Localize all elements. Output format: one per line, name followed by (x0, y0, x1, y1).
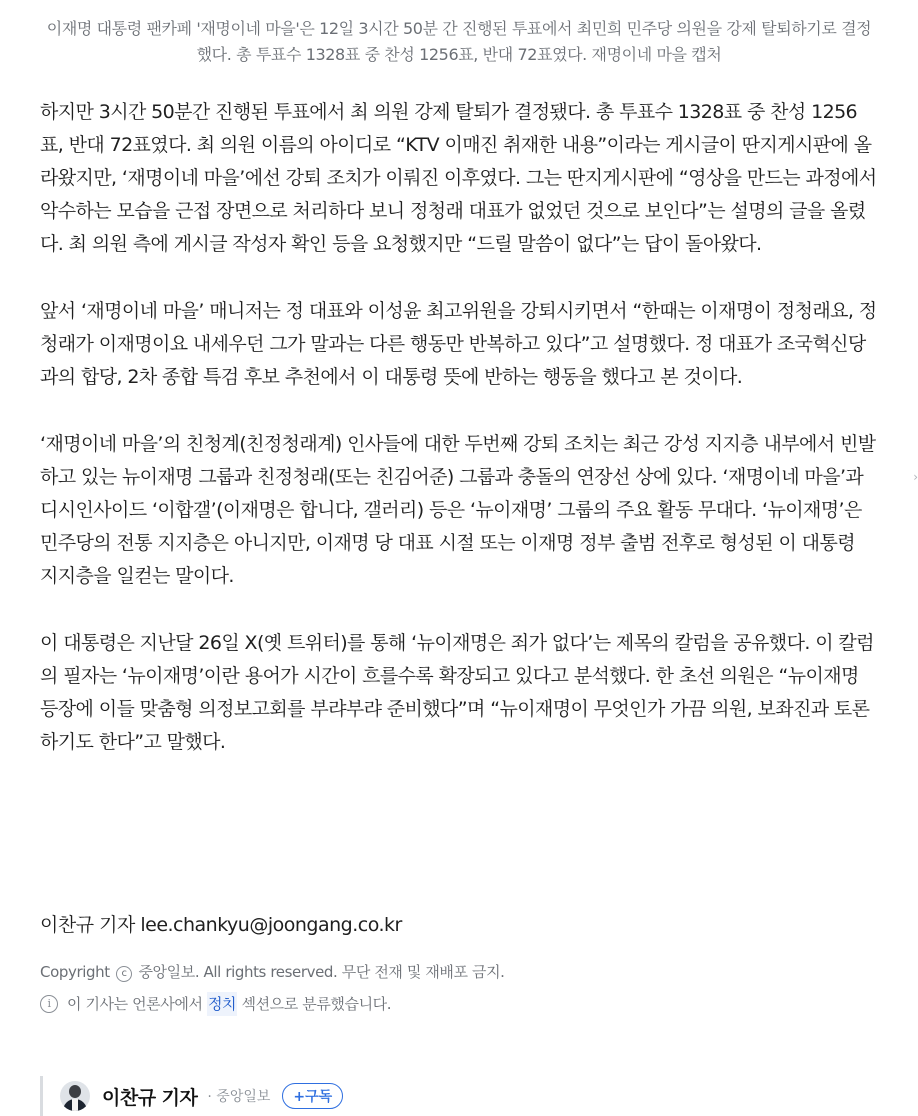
info-icon: i (40, 995, 58, 1013)
author-press: · 중앙일보 (207, 1089, 271, 1105)
photo-caption: 이재명 대통령 팬카페 '재명이네 마을'은 12일 3시간 50분 간 진행된 투표에서 최민희 민주당 의원을 강제 탈퇴하기로 결정했다. 총 투표수 1328표 중 찬성 1256표, 반대 72표였다. 재명이네 마을 캡처 (46, 19, 872, 64)
article-paragraph: 앞서 ‘재명이네 마을’ 매니저는 정 대표와 이성윤 최고위원을 강퇴시키면서 “한때는 이재명이 정청래요, 정청래가 이재명이요 내세우던 그가 말과는 다른 행동만 반복하고 있다”고 설명했다. 정 대표가 조국혁신당과의 합당, 2차 종합 특검 후보 추천에서 이 대통령 뜻에 반하는 행동을 했다고 본 것이다. (40, 300, 877, 388)
copyright-prefix: Copyright (40, 963, 110, 981)
section-link-politics[interactable]: 정치 (207, 992, 237, 1016)
section-note-after: 섹션으로 분류했습니다. (241, 995, 392, 1013)
copyright-icon: c (116, 966, 132, 982)
copyright-text: 중앙일보. All rights reserved. 무단 전재 및 재배포 금지. (138, 963, 505, 981)
copyright-notice (40, 960, 505, 984)
author-card (40, 1076, 343, 1116)
article-paragraph: 하지만 3시간 50분간 진행된 투표에서 최 의원 강제 탈퇴가 결정됐다. 총 투표수 1328표 중 찬성 1256표, 반대 72표였다. 최 의원 이름의 아이디로 “KTV 이매진 취재한 내용”이라는 게시글이 딴지게시판에 올라왔지만, ‘재명이네 마을’에선 강퇴 조치가 이뤄진 이후였다. 그는 딴지게시판에 “영상을 만드는 과정에서 악수하는 모습을 근접 장면으로 처리하다 보니 정청래 대표가 없었던 것으로 보인다”는 설명의 글을 올렸다. 최 의원 측에 게시글 작성자 확인 등을 요청했지만 “드릴 말씀이 없다”는 답이 돌아왔다. (40, 101, 877, 255)
reporter-byline: 이찬규 기자 lee.chankyu@joongang.co.kr (40, 914, 402, 936)
author-name[interactable]: 이찬규 기자 (102, 1086, 198, 1109)
chevron-right-icon: › (913, 470, 918, 484)
article-paragraph: 이 대통령은 지난달 26일 X(옛 트위터)를 통해 ‘뉴이재명은 죄가 없다’는 제목의 칼럼을 공유했다. 이 칼럼의 필자는 ‘뉴이재명’이란 용어가 시간이 흐를수록 확장되고 있다고 분석했다. 한 초선 의원은 “뉴이재명 등장에 이들 맞춤형 의정보고회를 부랴부랴 준비했다”며 “뉴이재명이 무엇인가 가끔 의원, 보좌진과 토론하기도 한다”고 말했다. (40, 632, 874, 753)
section-classification-note (40, 992, 391, 1016)
article-body (40, 96, 878, 793)
avatar[interactable] (60, 1081, 90, 1111)
article-paragraph: ‘재명이네 마을’의 친청계(친정청래계) 인사들에 대한 두번째 강퇴 조치는 최근 강성 지지층 내부에서 빈발하고 있는 뉴이재명 그룹과 친정청래(또는 친김어준) 그룹과 충돌의 연장선 상에 있다. ‘재명이네 마을’과 디시인사이드 ‘이합갤’(이재명은 합니다, 갤러리) 등은 ‘뉴이재명’ 그룹의 주요 활동 무대다. ‘뉴이재명’은 민주당의 전통 지지층은 아니지만, 이재명 당 대표 시절 또는 이재명 정부 출범 전후로 형성된 이 대통령 지지층을 일컫는 말이다. (40, 433, 876, 587)
subscribe-button[interactable]: +구독 (282, 1083, 343, 1109)
section-note-before: 이 기사는 언론사에서 (67, 995, 203, 1013)
